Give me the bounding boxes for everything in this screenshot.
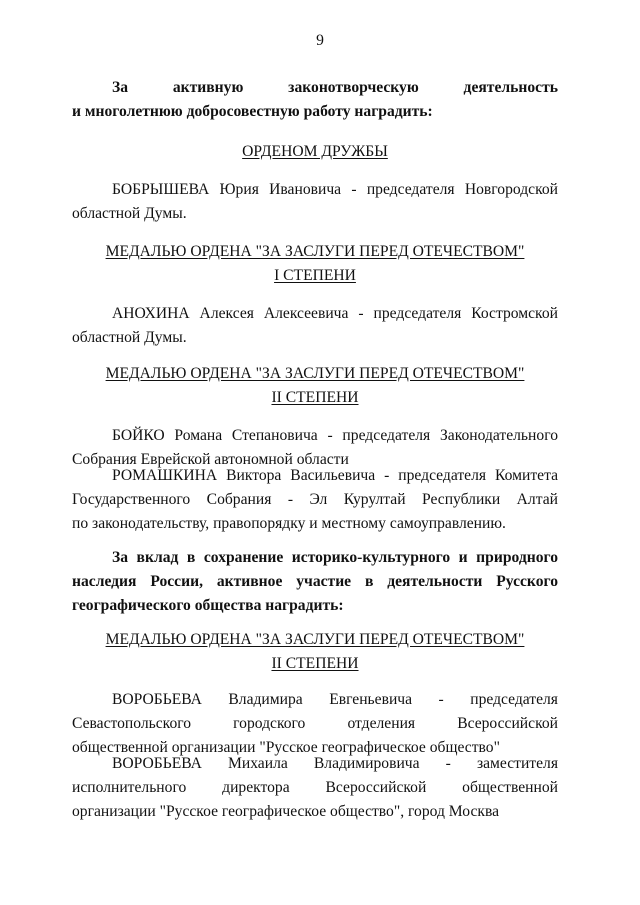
section2-intro — [72, 546, 558, 618]
person-line: БОЙКО Романа Степановича - председателя Законодательного — [112, 427, 558, 444]
person-line: Государственного Собрания - Эл Курултай Республики Алтай — [72, 491, 558, 508]
page-number: 9 — [316, 32, 324, 49]
person-line: исполнительного директора Всероссийской общественной — [72, 779, 558, 796]
award-title — [72, 140, 558, 164]
person-line: РОМАШКИНА Виктора Васильевича - председателя Комитета — [112, 467, 558, 484]
intro-line: и многолетнюю добросовестную работу наградить: — [72, 103, 433, 120]
award-title-line: ОРДЕНОМ ДРУЖБЫ — [242, 143, 388, 160]
intro-line: географического общества наградить: — [72, 597, 344, 614]
person-entry — [72, 178, 558, 226]
award-title — [72, 362, 558, 410]
intro-line: наследия России, активное участие в деятельности Русского — [72, 573, 558, 590]
person-line: ВОРОБЬЕВА Михаила Владимировича - заместителя — [112, 755, 558, 772]
person-line: общественной организации "Русское географическое общество" — [72, 739, 500, 756]
section1-intro — [72, 76, 558, 124]
person-entry — [72, 688, 558, 760]
award-title-line: II СТЕПЕНИ — [271, 655, 359, 672]
award-title-line: МЕДАЛЬЮ ОРДЕНА "ЗА ЗАСЛУГИ ПЕРЕД ОТЕЧЕСТВОМ" — [105, 365, 525, 382]
award-title — [72, 240, 558, 288]
award-title — [72, 628, 558, 676]
person-line: АНОХИНА Алексея Алексеевича - председателя Костромской — [112, 305, 558, 322]
intro-line: За вклад в сохранение историко-культурного и природного — [112, 549, 558, 566]
person-line: Собрания Еврейской автономной области — [72, 451, 349, 468]
person-entry — [72, 752, 558, 824]
person-entry — [72, 302, 558, 350]
award-title-line: МЕДАЛЬЮ ОРДЕНА "ЗА ЗАСЛУГИ ПЕРЕД ОТЕЧЕСТВОМ" — [105, 243, 525, 260]
award-title-line: I СТЕПЕНИ — [274, 267, 356, 284]
person-line: областной Думы. — [72, 205, 187, 222]
intro-line: За активную законотворческую деятельность — [112, 79, 558, 96]
person-line: Севастопольского городского отделения Всероссийской — [72, 715, 558, 732]
person-line: областной Думы. — [72, 329, 187, 346]
person-line: ВОРОБЬЕВА Владимира Евгеньевича - председателя — [112, 691, 558, 708]
person-line: по законодательству, правопорядку и местному самоуправлению. — [72, 515, 506, 532]
award-title-line: II СТЕПЕНИ — [271, 389, 359, 406]
person-entry — [72, 464, 558, 536]
person-line: БОБРЫШЕВА Юрия Ивановича - председателя Новгородской — [112, 181, 558, 198]
award-title-line: МЕДАЛЬЮ ОРДЕНА "ЗА ЗАСЛУГИ ПЕРЕД ОТЕЧЕСТВОМ" — [105, 631, 525, 648]
person-line: организации "Русское географическое общество", город Москва — [72, 803, 500, 820]
